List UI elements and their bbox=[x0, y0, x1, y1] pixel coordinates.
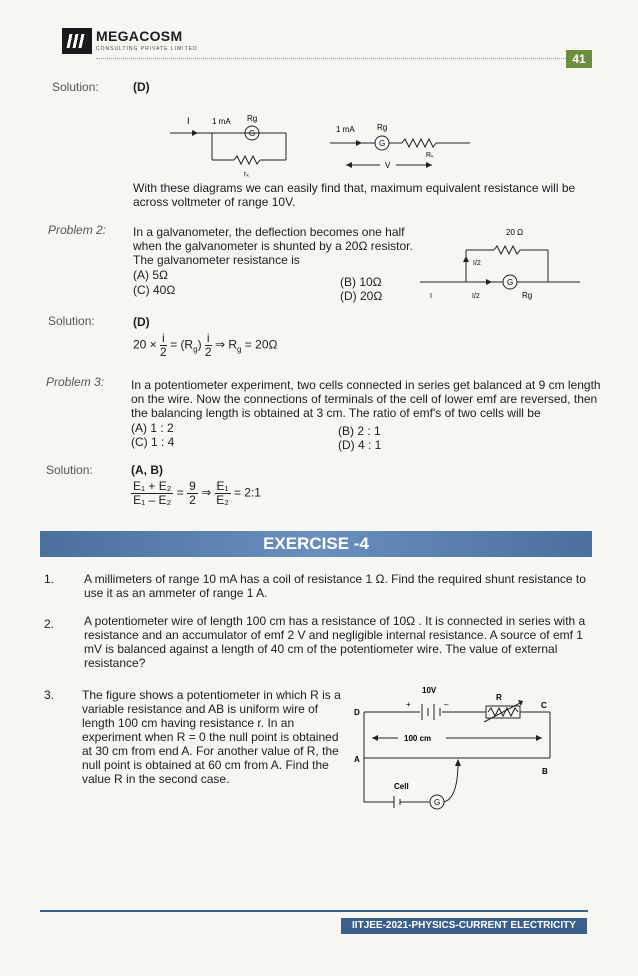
shunt-label: 20 Ω bbox=[506, 228, 524, 237]
question-3-number: 3. bbox=[44, 688, 55, 702]
eq-result: ⇒ R bbox=[214, 337, 237, 352]
right-meter-label: G bbox=[379, 139, 386, 148]
left-current-value: 1 mA bbox=[212, 117, 231, 126]
left-series-resistor-label: rₓ bbox=[244, 171, 249, 178]
solution-2-equation: 20 × $\frac{i}{2}$ = $(R_g)$ $\frac{i}{2}$ ⇒ $R_g = 20\Omega$ bbox=[133, 331, 278, 359]
solution-1-label: Solution: bbox=[52, 80, 99, 94]
left-meter-label: G bbox=[249, 129, 256, 138]
right-series-resistor-label: Rᵥ bbox=[426, 152, 434, 159]
problem-3-line-1: In a potentiometer experiment, two cells connected in series get balanced at 9 cm length bbox=[131, 378, 601, 392]
solution-3-label: Solution: bbox=[46, 463, 93, 477]
problem-2-option-c: (C) 40Ω bbox=[133, 283, 176, 297]
emf-fraction: $\frac{\text{E₁}}{\text{E₂}}$ bbox=[216, 479, 229, 507]
solution-1-text-line-2: across voltmeter of range 10V. bbox=[133, 195, 296, 209]
question-3-line-5: at 30 cm from end A. For another value of R, the bbox=[82, 744, 339, 758]
problem-2-line-2: when the galvanometer is shunted by a 20Ω resistor. bbox=[133, 239, 413, 253]
problem-3-option-a: (A) 1 : 2 bbox=[131, 421, 174, 435]
node-a-label: A bbox=[354, 755, 360, 764]
galvanometer-resistance-label: Rg bbox=[522, 291, 533, 300]
shunted-galvanometer-diagram bbox=[420, 222, 590, 310]
solution-2-label: Solution: bbox=[48, 314, 95, 328]
main-current-label: I bbox=[430, 293, 432, 300]
left-current-label: I bbox=[187, 116, 190, 126]
node-d-label: D bbox=[354, 708, 360, 717]
eq-coefficient: 20 × bbox=[133, 337, 157, 352]
brand-name: MEGACOSM bbox=[96, 28, 183, 44]
svg-text:–: – bbox=[444, 700, 449, 709]
variable-resistor-label: R bbox=[496, 693, 502, 702]
page-number: 41 bbox=[566, 50, 592, 68]
question-2-number: 2. bbox=[44, 617, 55, 631]
node-b-label: B bbox=[542, 767, 548, 776]
problem-3-option-d: (D) 4 : 1 bbox=[338, 438, 382, 452]
wire-length-label: 100 cm bbox=[404, 734, 432, 743]
galvanometer-label: G bbox=[507, 278, 514, 287]
cell-label: Cell bbox=[394, 782, 409, 791]
solution-1-text-line-1: With these diagrams we can easily find that, maximum equivalent resistance will be bbox=[133, 181, 576, 195]
question-3-line-7: value R in the second case. bbox=[82, 772, 230, 786]
question-3-line-3: length 100 cm having resistance r. In an bbox=[82, 716, 295, 730]
exercise-title-banner: EXERCISE -4 bbox=[40, 531, 592, 557]
top-half-current-label: I/2 bbox=[473, 260, 481, 267]
question-2-line-2: resistance and an accumulator of emf 2 V and negligible internal resistance. A source of emf 1 bbox=[84, 628, 583, 642]
length-fraction: $\frac{9}{2}$ bbox=[189, 479, 196, 507]
left-rg-label: Rg bbox=[247, 114, 258, 123]
problem-3-line-2: on the wire. Now the connections of terminals of the cell of lower emf are reversed, then bbox=[131, 392, 598, 406]
problem-3-option-b: (B) 2 : 1 bbox=[338, 424, 381, 438]
bottom-half-current-label: I/2 bbox=[472, 293, 480, 300]
question-1-line-1: A millimeters of range 10 mA has a coil of resistance 1 Ω. Find the required shunt resistance to bbox=[84, 572, 586, 586]
eq-fraction-2: $\frac{i}{2}$ bbox=[204, 331, 212, 359]
problem-2-option-d: (D) 20Ω bbox=[340, 289, 383, 303]
solution-3-equation: $\frac{\text{E₁ + E₂}}{\text{E₁ – E₂}}$ = $\frac{9}{2}$ ⇒ $\frac{\text{E₁}}{\text{E₂}}$ = 2:1 bbox=[133, 479, 261, 507]
question-3-line-4: experiment when R = 0 the null point is obtained bbox=[82, 730, 339, 744]
question-3-line-2: variable resistance and AB is uniform wire of bbox=[82, 702, 319, 716]
problem-2-line-1: In a galvanometer, the deflection becomes one half bbox=[133, 225, 405, 239]
question-1-line-2: use it as an ammeter of range 1 A. bbox=[84, 586, 268, 600]
problem-3-label: Problem 3: bbox=[46, 375, 105, 389]
solution-3-answer: (A, B) bbox=[131, 463, 163, 477]
galvanometer-conversion-diagram bbox=[170, 110, 480, 182]
right-voltage-label: V bbox=[385, 161, 391, 170]
header-rule bbox=[96, 58, 566, 59]
problem-2-label: Problem 2: bbox=[48, 223, 107, 237]
question-3-line-1: The figure shows a potentiometer in which R is a bbox=[82, 688, 341, 702]
problem-3-line-3: the balancing length is obtained at 3 cm. The ratio of emf's of two cells will be bbox=[131, 406, 541, 420]
cell-galvanometer-label: G bbox=[434, 798, 441, 807]
problem-2-option-a: (A) 5Ω bbox=[133, 268, 168, 282]
footer-chapter-label: IITJEE-2021-PHYSICS-CURRENT ELECTRICITY bbox=[341, 918, 587, 934]
question-3-line-6: null point is obtained at 60 cm from A. Find the bbox=[82, 758, 329, 772]
brand-subtitle: CONSULTING PRIVATE LIMITED bbox=[96, 46, 198, 52]
eq-fraction-1: $\frac{i}{2}$ bbox=[160, 331, 167, 359]
problem-2-option-b: (B) 10Ω bbox=[340, 275, 382, 289]
right-current-value: 1 mA bbox=[336, 125, 355, 134]
ratio-fraction: $\frac{\text{E₁ + E₂}}{\text{E₁ – E₂}}$ bbox=[133, 479, 172, 507]
eq-equals: = bbox=[170, 337, 178, 352]
question-2-line-3: mV is balanced against a length of 40 cm of the potentiometer wire. The value of external bbox=[84, 642, 558, 656]
svg-text:+: + bbox=[406, 700, 411, 709]
question-2-line-4: resistance? bbox=[84, 656, 146, 670]
problem-2-line-3: The galvanometer resistance is bbox=[133, 253, 300, 267]
eq-value: = 20Ω bbox=[244, 337, 278, 352]
brand-logo-icon bbox=[62, 28, 92, 54]
right-rg-label: Rg bbox=[377, 123, 388, 132]
node-c-label: C bbox=[541, 701, 547, 710]
solution-2-answer: (D) bbox=[133, 315, 150, 329]
question-1-number: 1. bbox=[44, 572, 55, 586]
battery-emf-label: 10V bbox=[422, 686, 437, 695]
question-2-line-1: A potentiometer wire of length 100 cm has a resistance of 10Ω . It is connected in series with a bbox=[84, 614, 586, 628]
solution-1-answer: (D) bbox=[133, 80, 150, 94]
problem-3-option-c: (C) 1 : 4 bbox=[131, 435, 175, 449]
potentiometer-diagram bbox=[350, 682, 560, 822]
footer-rule bbox=[40, 910, 588, 912]
